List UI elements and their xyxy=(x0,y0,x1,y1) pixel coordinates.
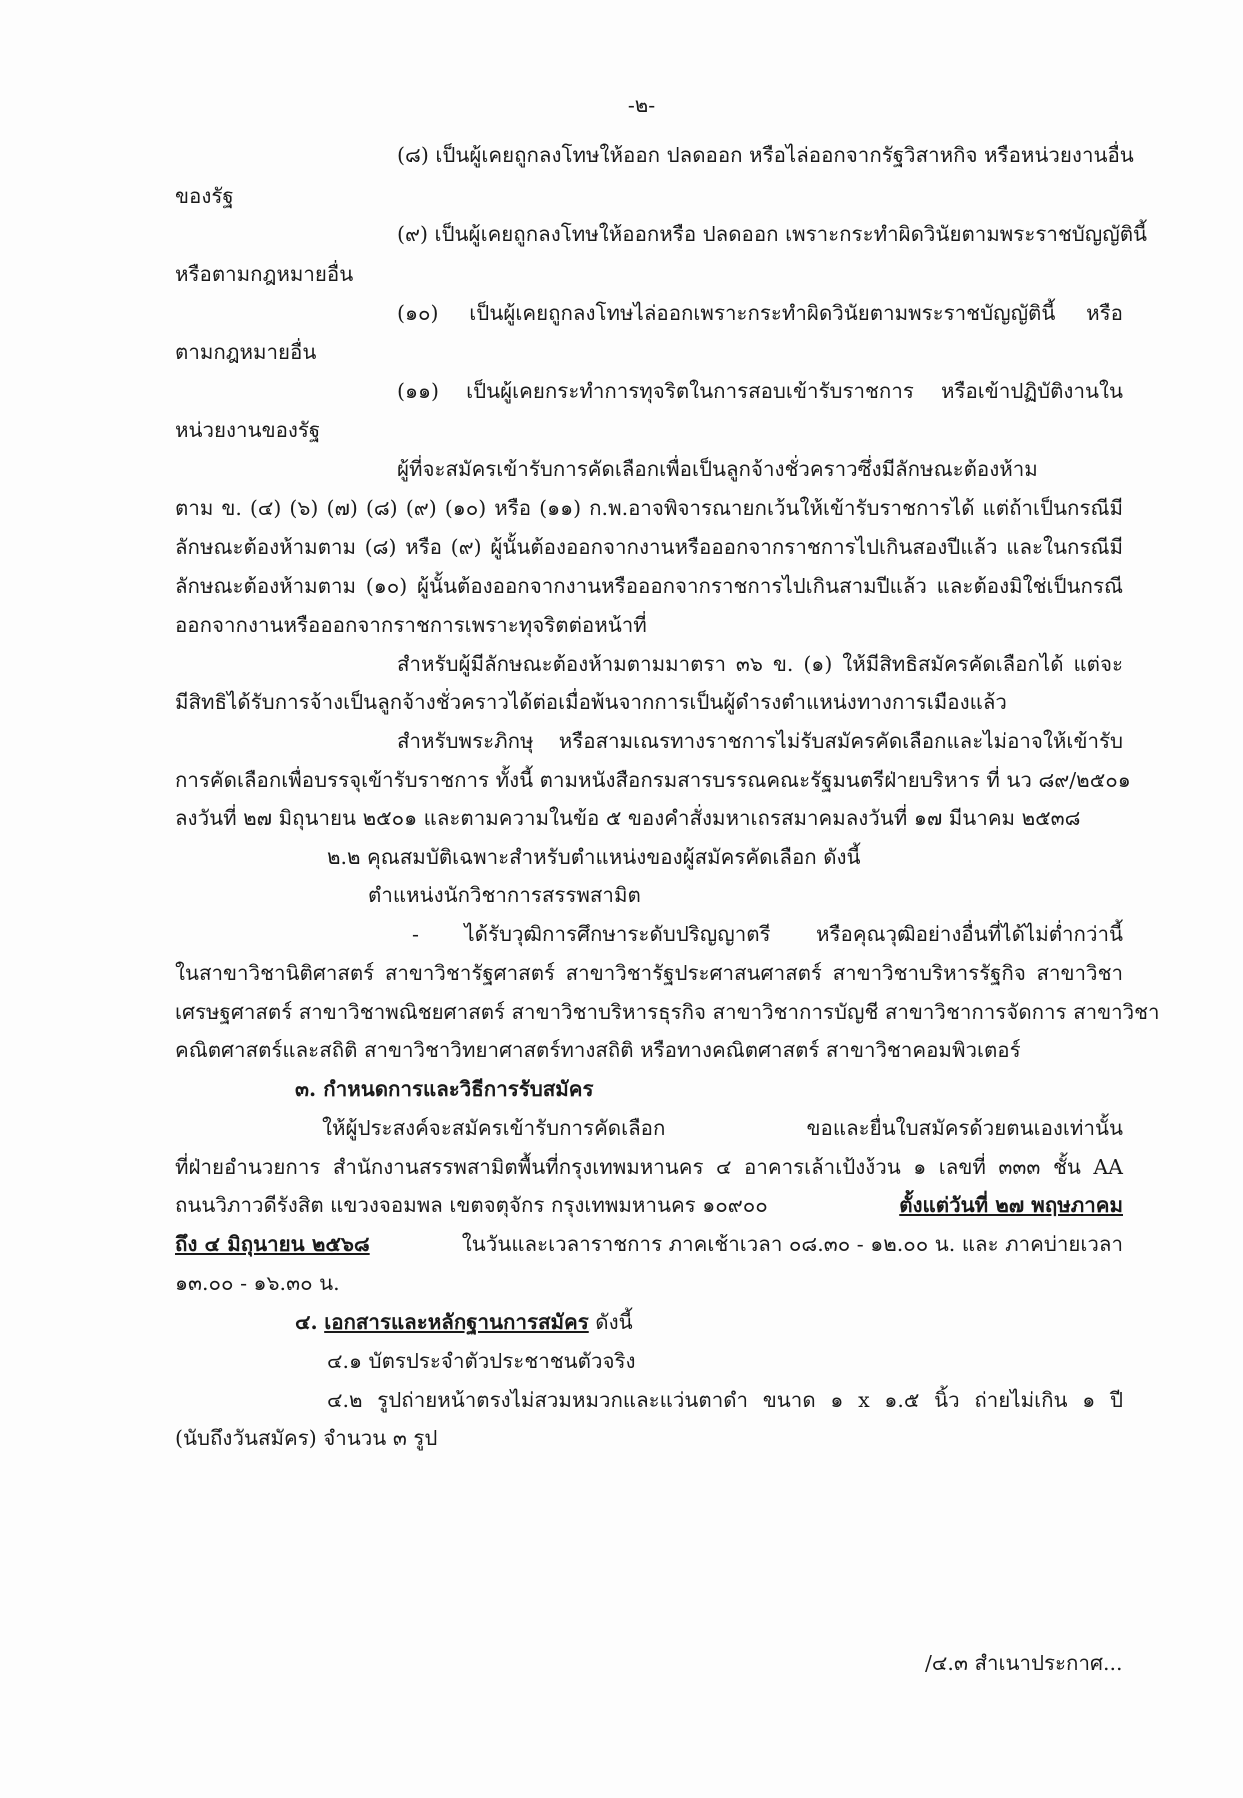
section-4-number: ๔. xyxy=(295,1310,318,1334)
item-11: (๑๑) เป็นผู้เคยกระทำการทุจริตในการสอบเข้ารับราชการ หรือเข้าปฏิบัติงานใน xyxy=(397,379,1123,403)
position-title: ตำแหน่งนักวิชาการสรรพสามิต xyxy=(368,883,641,907)
paragraph-monks-line3: ลงวันที่ ๒๗ มิถุนายน ๒๕๐๑ และตามความในข้อ ๕ ของคำสั่งมหาเถรสมาคมลงวันที่ ๑๗ มีนาคม ๒๕๓๘ xyxy=(175,806,1081,830)
section-4-suffix: ดังนี้ xyxy=(595,1310,633,1334)
section-4-heading xyxy=(295,1307,633,1337)
office-hours: ในวันและเวลาราชการ ภาคเช้าเวลา ๐๘.๓๐ - ๑๒.๐๐ น. และ ภาคบ่ายเวลา xyxy=(461,1232,1123,1256)
item-8: (๘) เป็นผู้เคยถูกลงโทษให้ออก ปลดออก หรือไล่ออกจากรัฐวิสาหกิจ หรือหน่วยงานอื่น xyxy=(397,143,1134,167)
section-3-heading: ๓. กำหนดการและวิธีการรับสมัคร xyxy=(295,1077,594,1101)
paragraph-monks-line2: การคัดเลือกเพื่อบรรจุเข้ารับราชการ ทั้งนี้ ตามหนังสือกรมสารบรรณคณะรัฐมนตรีฝ่ายบริหาร ที่ นว ๘๙/๒๕๐๑ xyxy=(175,768,1131,792)
page-number: -๒- xyxy=(627,93,656,117)
item-10: (๑๐) เป็นผู้เคยถูกลงโทษไล่ออกเพราะกระทำผิดวินัยตามพระราชบัญญัตินี้ หรือ xyxy=(397,301,1123,325)
application-line5: ๑๓.๐๐ - ๑๖.๓๐ น. xyxy=(175,1271,340,1295)
item-4-2-line2: (นับถึงวันสมัคร) จำนวน ๓ รูป xyxy=(175,1426,438,1450)
item-9-cont: หรือตามกฎหมายอื่น xyxy=(175,262,354,286)
date-start: ตั้งแต่วันที่ ๒๗ พฤษภาคม xyxy=(899,1193,1123,1217)
continuation-footer: /๔.๓ สำเนาประกาศ... xyxy=(925,1651,1123,1675)
qualification-line2: ในสาขาวิชานิติศาสตร์ สาขาวิชารัฐศาสตร์ สาขาวิชารัฐประศาสนศาสตร์ สาขาวิชาบริหารรัฐกิจ สาขาวิชา xyxy=(175,961,1123,985)
application-line3 xyxy=(175,1190,1123,1220)
section-4-title: เอกสารและหลักฐานการสมัคร xyxy=(324,1310,589,1334)
paragraph-exemption-line5: ออกจากงานหรือออกจากราชการเพราะทุจริตต่อหน้าที่ xyxy=(175,613,647,637)
item-4-2-line1: ๔.๒ รูปถ่ายหน้าตรงไม่สวมหมวกและแว่นตาดำ ขนาด ๑ x ๑.๕ นิ้ว ถ่ายไม่เกิน ๑ ปี xyxy=(327,1388,1123,1412)
item-8-cont: ของรัฐ xyxy=(175,184,234,208)
application-line1: ให้ผู้ประสงค์จะสมัครเข้ารับการคัดเลือก ขอและยื่นใบสมัครด้วยตนเองเท่านั้น xyxy=(322,1116,1123,1140)
paragraph-political-line1: สำหรับผู้มีลักษณะต้องห้ามตามมาตรา ๓๖ ข. (๑) ให้มีสิทธิสมัครคัดเลือกได้ แต่จะ xyxy=(397,652,1123,676)
item-11-cont: หน่วยงานของรัฐ xyxy=(175,418,321,442)
paragraph-exemption-line2: ตาม ข. (๔) (๖) (๗) (๘) (๙) (๑๐) หรือ (๑๑) ก.พ.อาจพิจารณายกเว้นให้เข้ารับราชการได้ แต่ถ้าเป็นกรณีมี xyxy=(175,496,1123,520)
address-text: ถนนวิภาวดีรังสิต แขวงจอมพล เขตจตุจักร กรุงเทพมหานคร ๑๐๙๐๐ xyxy=(175,1193,768,1217)
item-9: (๙) เป็นผู้เคยถูกลงโทษให้ออกหรือ ปลดออก เพราะกระทำผิดวินัยตามพระราชบัญญัตินี้ xyxy=(397,222,1148,246)
qualification-line4: คณิตศาสตร์และสถิติ สาขาวิชาวิทยาศาสตร์ทางสถิติ หรือทางคณิตศาสตร์ สาขาวิชาคอมพิวเตอร์ xyxy=(175,1038,1021,1062)
application-line2: ที่ฝ่ายอำนวยการ สำนักงานสรรพสามิตพื้นที่กรุงเทพมหานคร ๔ อาคารเล้าเป้งง้วน ๑ เลขที่ ๓๓๓ ชั้น AA xyxy=(175,1155,1123,1179)
paragraph-exemption-line1: ผู้ที่จะสมัครเข้ารับการคัดเลือกเพื่อเป็นลูกจ้างชั่วคราวซึ่งมีลักษณะต้องห้าม xyxy=(397,457,1038,481)
paragraph-exemption-line4: ลักษณะต้องห้ามตาม (๑๐) ผู้นั้นต้องออกจากงานหรือออกจากราชการไปเกินสามปีแล้ว และต้องมิใช่เป็นกรณี xyxy=(175,574,1123,598)
application-line4 xyxy=(175,1229,1123,1259)
paragraph-exemption-line3: ลักษณะต้องห้ามตาม (๘) หรือ (๙) ผู้นั้นต้องออกจากงานหรือออกจากราชการไปเกินสองปีแล้ว และในกรณีมี xyxy=(175,535,1123,559)
item-10-cont: ตามกฎหมายอื่น xyxy=(175,340,317,364)
qualification-line1: - ได้รับวุฒิการศึกษาระดับปริญญาตรี หรือคุณวุฒิอย่างอื่นที่ได้ไม่ต่ำกว่านี้ xyxy=(412,922,1123,946)
section-2-2-heading: ๒.๒ คุณสมบัติเฉพาะสำหรับตำแหน่งของผู้สมัครคัดเลือก ดังนี้ xyxy=(327,845,861,869)
date-end: ถึง ๔ มิถุนายน ๒๕๖๘ xyxy=(175,1232,370,1256)
qualification-line3: เศรษฐศาสตร์ สาขาวิชาพณิชยศาสตร์ สาขาวิชาบริหารธุรกิจ สาขาวิชาการบัญชี สาขาวิชาการจัดการ สาขาวิชา xyxy=(175,1000,1160,1024)
item-4-1: ๔.๑ บัตรประจำตัวประชาชนตัวจริง xyxy=(327,1349,636,1373)
paragraph-political-line2: มีสิทธิได้รับการจ้างเป็นลูกจ้างชั่วคราวได้ต่อเมื่อพ้นจากการเป็นผู้ดำรงตำแหน่งทางการเมืองแล้ว xyxy=(175,690,1007,714)
paragraph-monks-line1: สำหรับพระภิกษุ หรือสามเณรทางราชการไม่รับสมัครคัดเลือกและไม่อาจให้เข้ารับ xyxy=(397,729,1123,753)
